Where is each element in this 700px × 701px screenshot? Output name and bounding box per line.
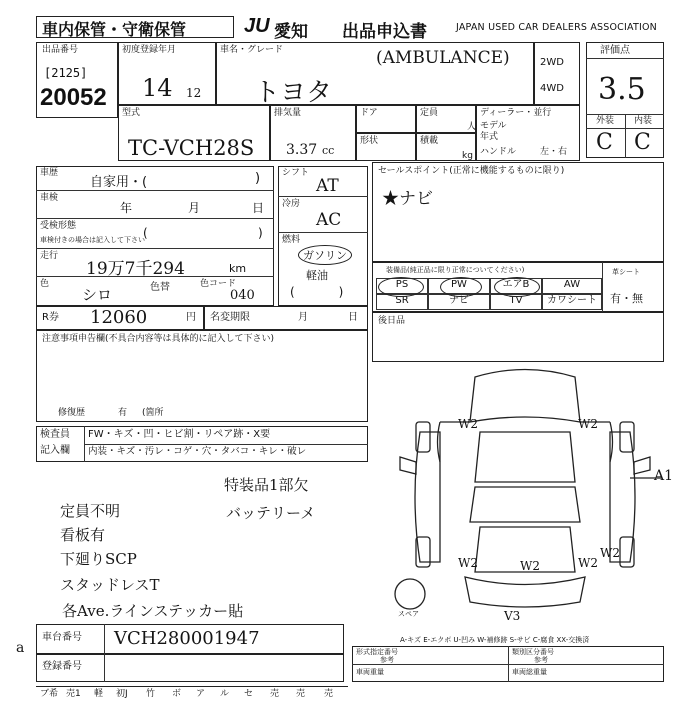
aircon-value: AC [316, 210, 342, 230]
first-reg-month: 12 [186, 86, 202, 100]
dealer-line3: 年式 [480, 132, 499, 142]
equip-navi: ナビ [428, 294, 490, 310]
bottom-row [36, 686, 348, 701]
shift-value: AT [316, 176, 339, 196]
load-unit: kg [462, 151, 473, 161]
color-label: 色 [40, 279, 50, 289]
diagram-legend: A-キズ E-エクボ U-凹み W-補修跡 S-サビ C-腐食 XX-交換済 [400, 636, 590, 644]
dealer-handle-label: ハンドル [480, 147, 517, 157]
fuel-label: 燃料 [282, 235, 301, 245]
field-vehicle-weight: 車両重量 [356, 668, 384, 676]
reception-close: ) [258, 226, 263, 240]
registration-label: 登録番号 [42, 661, 82, 672]
drive-2wd: 2WD [540, 57, 564, 68]
sales-point-value: ★ナビ [382, 189, 433, 209]
org-name: 愛知 [274, 22, 308, 41]
equip-airbag: エアB [490, 278, 542, 294]
color-code-value: 040 [230, 288, 255, 303]
ju-logo: JU [244, 15, 270, 37]
capacity-label: 定員 [420, 108, 439, 118]
mileage-value: 19万7千294 [86, 259, 185, 279]
leather-seat-opts: 有・無 [610, 292, 643, 305]
diagram-roof [470, 370, 580, 423]
repair-value: 有 [118, 408, 128, 418]
storage-label: 車内保管・守衛保管 [42, 20, 187, 39]
name-change-label: 名変期限 [210, 312, 250, 323]
side-mark: A1 [654, 468, 674, 484]
bottom-cell: 売 [270, 689, 280, 699]
bottom-cell: 軽 [94, 689, 104, 699]
reception-open: ( [143, 226, 148, 240]
bottom-cell: 初J [116, 689, 128, 699]
inspection-day: 日 [252, 201, 265, 215]
dealer-handle-opts: 左・右 [540, 147, 568, 157]
english-title: JAPAN USED CAR DEALERS ASSOCIATION [456, 22, 657, 33]
model-value: TC-VCH28S [128, 136, 255, 160]
dealer-line2: モデル [480, 121, 507, 131]
post-note-label: 後日品 [378, 316, 406, 326]
eval-int: C [634, 130, 651, 155]
usage-value: 自家用・( [90, 175, 148, 190]
circle-pw [440, 277, 482, 297]
mark-v3: V3 [504, 609, 521, 623]
first-reg-year: 14 [142, 74, 173, 102]
spare-label: スペア [398, 610, 419, 618]
lot-number: 20052 [40, 84, 107, 111]
lot-label: 出品番号 [42, 45, 79, 55]
spare-tire-icon [395, 579, 425, 609]
mark-w2-4: W2 [520, 559, 540, 573]
inspector-row1: FW・キズ・凹・ヒビ割・リペア跡・X要 [88, 429, 271, 440]
sales-point-box [372, 162, 664, 262]
chassis-value: VCH280001947 [114, 628, 260, 649]
inspector-label: 検査員 [40, 429, 70, 440]
bottom-cell: 売1 [66, 689, 81, 699]
leather-seat-label: 革シート [612, 268, 640, 276]
field-ref1: 参考 [380, 656, 394, 664]
equip-sr: SR [376, 294, 428, 310]
door-label: ドア [360, 108, 378, 118]
bottom-cell: 竹 [146, 689, 156, 699]
field-ref2: 参考 [534, 656, 548, 664]
field-designated: 形式指定番号 [356, 648, 398, 656]
car-name-label: 車名・グレード [220, 45, 284, 55]
note-line1: 特装品1部欠 [224, 476, 309, 494]
name-change-month: 月 [298, 312, 308, 323]
diagram-mirror-r [634, 457, 650, 474]
bottom-cell: ブ希 [40, 689, 59, 699]
dealer-line1: ディーラー・並行 [480, 108, 552, 118]
mark-w2-6: W2 [600, 546, 620, 560]
color-code-label: 色コード [200, 279, 237, 289]
registration-box [36, 654, 344, 682]
eval-ext-label: 外装 [596, 116, 615, 126]
field-class: 類別区分番号 [512, 648, 554, 656]
fuel-paren: () [290, 285, 388, 299]
mark-w2-5: W2 [578, 556, 598, 570]
color-change-label: 色替 [150, 282, 170, 293]
fuel-diesel: 軽油 [306, 269, 328, 282]
aircon-label: 冷房 [282, 199, 301, 209]
left-mark: a [16, 640, 25, 656]
eval-label: 評価点 [600, 45, 630, 56]
circle-airbag [494, 277, 540, 297]
shape-label: 形状 [360, 136, 379, 146]
bottom-cell: ボ [172, 689, 182, 699]
diagram-mirror-l [400, 457, 416, 474]
mileage-label: 走行 [40, 251, 59, 261]
notes-label: 注意事項申告欄(不具合内容等は具体的に記入して下さい) [42, 334, 275, 344]
equip-ps: PS [376, 278, 428, 294]
car-name-value: トヨタ [254, 78, 333, 108]
reception-label: 受検形態 [40, 221, 77, 231]
lot-bracket: [2125] [44, 66, 88, 80]
car-diagram [380, 362, 670, 632]
bottom-cell: セ [244, 689, 254, 699]
recycle-unit: 円 [186, 312, 196, 323]
mark-w2-2: W2 [578, 417, 598, 431]
equip-aw: AW [542, 278, 602, 294]
mark-w2-1: W2 [458, 417, 478, 431]
equip-tv: TV [490, 294, 542, 310]
displacement-unit: cc [322, 144, 335, 157]
bottom-cell: ル [220, 689, 230, 699]
inspection-label: 車検 [40, 193, 59, 203]
fuel-gas: ガソリン [298, 245, 352, 265]
eval-int-label: 内装 [634, 116, 653, 126]
note-line5: 下廻りSCP [60, 550, 137, 568]
recycle-label: R券 [42, 312, 59, 323]
name-change-day: 日 [348, 312, 358, 323]
chassis-label: 車台番号 [42, 632, 82, 643]
color-value: シロ [82, 286, 113, 304]
load-label: 積載 [420, 136, 439, 146]
bottom-cell: ア [196, 689, 206, 699]
bottom-cell: 売 [324, 689, 334, 699]
note-line6: スタッドレスT [60, 576, 160, 594]
field-total-weight: 車両総重量 [512, 668, 547, 676]
diagram-body [470, 487, 580, 522]
eval-score: 3.5 [598, 72, 646, 107]
usage-label: 車歴 [40, 168, 59, 178]
displacement-value: 3.37 [286, 142, 318, 158]
repair-label: 修復歴 [58, 408, 86, 418]
sales-point-label: セールスポイント(正常に機能するものに限り) [378, 166, 565, 176]
note-line7: 各Ave.ラインステッカー貼 [62, 602, 244, 620]
note-line3: バッテリーメ [226, 504, 316, 522]
equip-leather: カワシート [542, 294, 602, 310]
note-line2: 定員不明 [60, 502, 121, 520]
repair-location: (箇所 [142, 408, 164, 418]
equip-pw: PW [428, 278, 490, 294]
reception-note: 車検付きの場合は記入して下さい [40, 236, 145, 244]
inspection-month: 月 [188, 201, 201, 215]
bottom-cell: 売 [296, 689, 306, 699]
model-label: 型式 [122, 108, 141, 118]
form-title: 出品申込書 [342, 22, 427, 41]
car-grade: (AMBULANCE) [376, 48, 510, 68]
drive-4wd: 4WD [540, 83, 564, 94]
drive-box [534, 42, 580, 105]
eval-ext: C [596, 130, 613, 155]
recycle-value: 12060 [90, 307, 148, 328]
note-line4: 看板有 [60, 526, 106, 544]
shift-label: シフト [282, 168, 310, 178]
first-reg-label: 初度登録年月 [122, 45, 177, 55]
diagram-rear-bumper [465, 577, 585, 607]
inspector-label2: 記入欄 [40, 445, 70, 456]
equipment-label: 装備品(純正品に限り正常についてください) [386, 266, 525, 274]
displacement-label: 排気量 [274, 108, 302, 118]
inspection-year: 年 [120, 201, 133, 215]
circle-ps [378, 277, 424, 297]
usage-close: ) [255, 171, 261, 186]
post-note-box [372, 312, 664, 362]
diagram-hood [475, 432, 575, 482]
capacity-unit: 人 [467, 122, 477, 132]
mark-w2-3: W2 [458, 556, 478, 570]
mileage-unit: km [229, 262, 247, 275]
inspector-row2: 内装・キズ・汚レ・コゲ・穴・タバコ・キレ・破レ [88, 446, 307, 457]
